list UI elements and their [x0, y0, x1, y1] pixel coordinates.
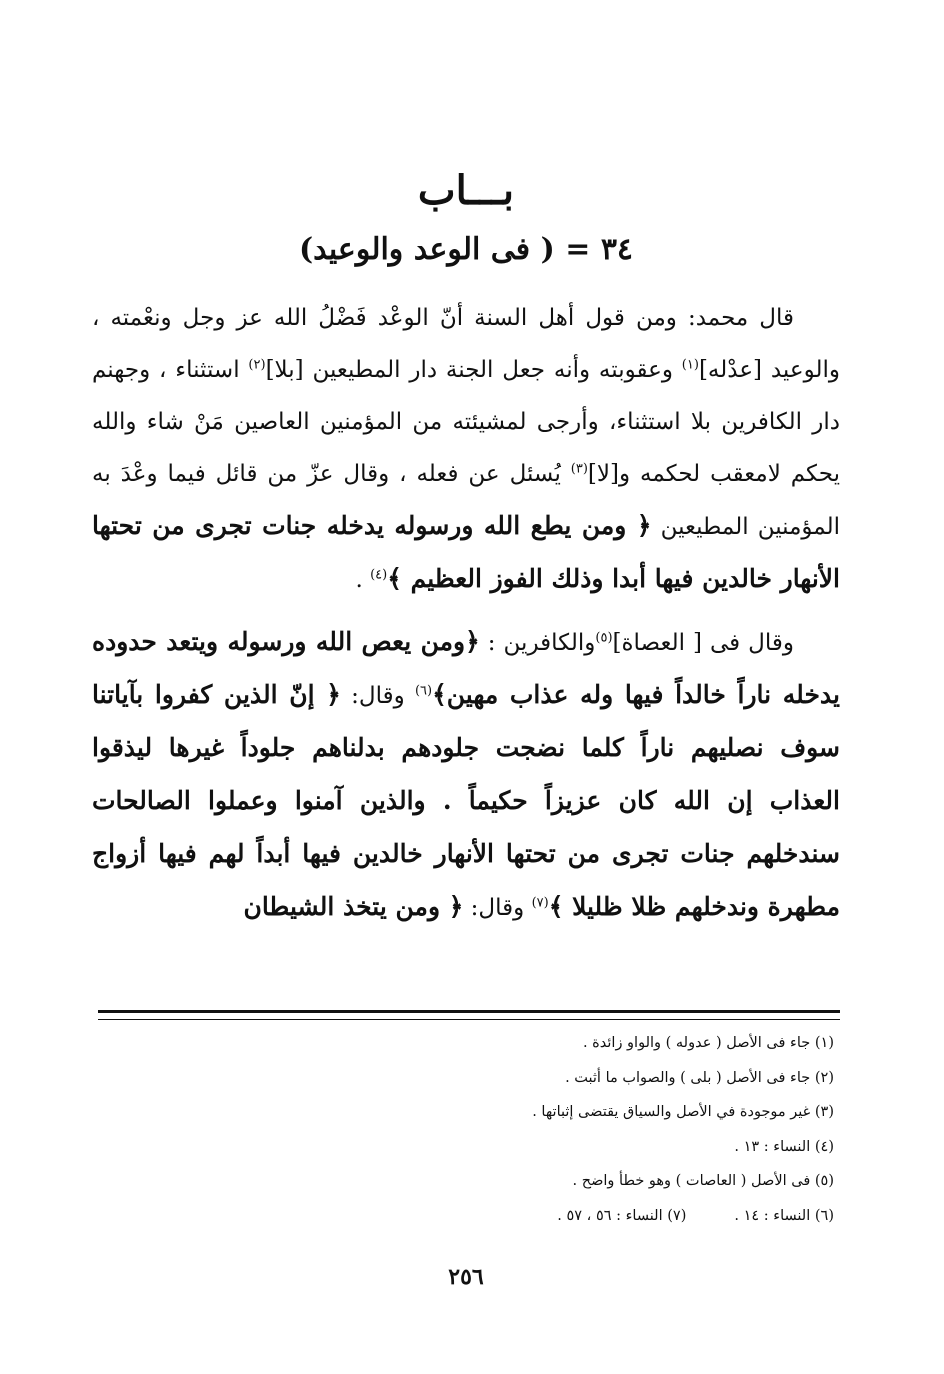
footnote-ref-2: (٢)	[248, 357, 266, 373]
footnote-ref-5: (٥)	[595, 630, 613, 646]
paragraph-1-text-d: يُسئل عن فعله ، وقال عزّ من قائل فيما وعْدَ به المؤمنين المطيعين	[92, 461, 840, 540]
paragraph-2-text-b: والكافرين :	[479, 630, 596, 656]
footnote-3: (٣) غير موجودة في الأصل والسياق يقتضى إثباتها .	[532, 1104, 834, 1120]
footnote-divider	[98, 1010, 840, 1020]
paragraph-1-text-b: وعقوبته وأنه جعل الجنة دار المطيعين [بلا]	[265, 357, 682, 383]
footnote-ref-4: (٤)	[370, 567, 388, 583]
page-number: ٢٥٦	[448, 1264, 484, 1290]
paragraph-2-text-d: وقال:	[463, 895, 532, 921]
footnote-ref-7: (٧)	[531, 895, 549, 911]
paragraph-1-text-a: قال محمد: ومن قول أهل السنة أنّ الوعْد فَضْلُ الله عز وجل ونعْمته ، والوعيد [عدْله]	[92, 305, 840, 383]
quran-verse-2: ﴿ومن يعص الله ورسوله ويتعد حدوده يدخله ناراً خالداً فيها وله عذاب مهين﴾	[92, 627, 840, 709]
footnote-1: (١) جاء فى الأصل ( عدوله ) والواو زائدة .	[582, 1035, 834, 1051]
paragraph-2-text-c: وقال:	[340, 683, 415, 709]
quran-verse-3: ﴿ إنّ الذين كفروا بآياتنا سوف نصليهم ناراً كلما نضجت جلودهم بدلناهم جلوداً غيرها ليذقوا العذاب إن الله كان عزيزاً حكيماً . والذين آمنوا وعملوا الصالحات سندخلهم جنات تجرى من تحتها الأنهار خالدين فيها أبداً لهم فيها أزواج مطهرة وندخلهم ظلا ظليلا ﴾	[92, 680, 840, 921]
footnote-row-6-7	[92, 1199, 834, 1234]
footnote-4: (٤) النساء : ١٣ .	[734, 1138, 834, 1155]
book-page	[92, 0, 840, 1374]
footnote-7: (٧) النساء : ٥٦ ، ٥٧ .	[557, 1207, 687, 1224]
main-text	[92, 292, 840, 934]
paragraph-2-text-a: وقال فى [ العصاة]	[612, 630, 795, 656]
quran-verse-1: ﴿ ومن يطع الله ورسوله يدخله جنات تجرى من تحتها الأنهار خالدين فيها أبدا وذلك الفوز العظيم ﴾	[92, 511, 840, 593]
footnotes	[92, 1026, 834, 1233]
section-heading: بـــاب	[417, 167, 515, 214]
paragraph-1	[92, 292, 840, 606]
footnote-ref-6: (٦)	[414, 683, 433, 699]
quran-verse-4: ﴿ ومن يتخذ الشيطان	[243, 892, 464, 921]
footnote-ref-1: (١)	[681, 357, 699, 373]
footnote-6: (٦) النساء : ١٤ .	[734, 1207, 834, 1224]
paragraph-2	[92, 616, 840, 934]
paragraph-1-text-e: .	[355, 567, 371, 593]
footnote-ref-3: (٣)	[570, 461, 588, 477]
footnote-5: (٥) فى الأصل ( العاصات ) وهو خطأ واضح .	[572, 1173, 834, 1189]
footnote-2: (٢) جاء فى الأصل ( بلى ) والصواب ما أثبت .	[565, 1069, 834, 1086]
paragraph-1-text-c: استثناء ، وجهنم دار الكافرين بلا استثناء، وأرجى لمشيئته من المؤمنين العاصين مَنْ شاء والله يحكم لامعقب لحكمه و[لا]	[92, 357, 841, 487]
chapter-title: ٣٤ = ( فى الوعد والوعيد)	[298, 232, 634, 267]
